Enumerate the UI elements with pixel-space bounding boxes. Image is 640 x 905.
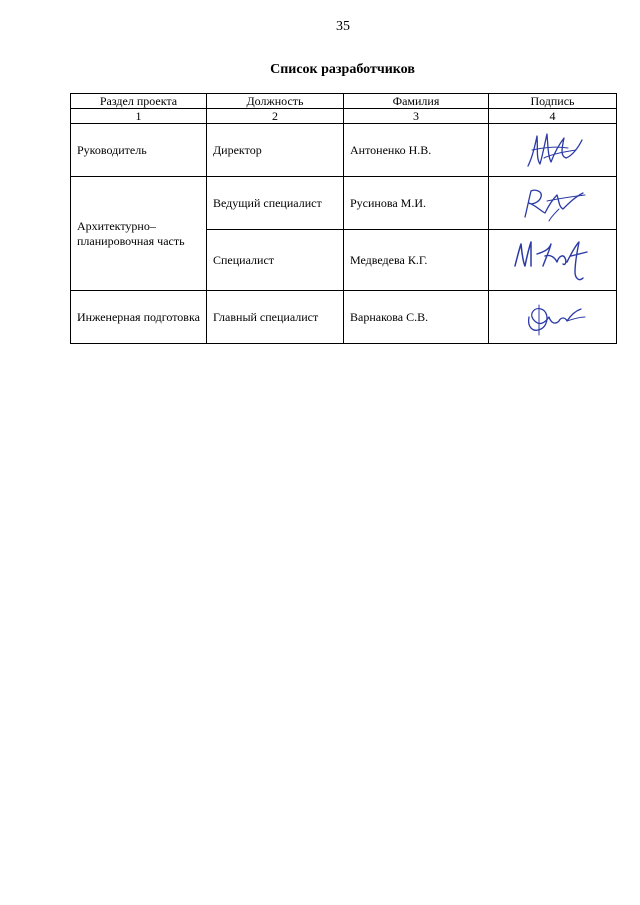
column-number: 2 — [207, 109, 344, 124]
header-position: Должность — [207, 94, 344, 109]
position-cell: Специалист — [207, 230, 344, 291]
surname-cell: Русинова М.И. — [344, 177, 489, 230]
surname-cell: Медведева К.Г. — [344, 230, 489, 291]
surname-cell: Антоненко Н.В. — [344, 124, 489, 177]
page-number: 35 — [336, 19, 350, 34]
surname-cell: Варнакова С.В. — [344, 291, 489, 344]
document-title: Список разработчиков — [270, 62, 415, 77]
header-surname: Фамилия — [344, 94, 489, 109]
developers-table — [70, 93, 617, 344]
signature-image — [515, 297, 591, 337]
header-signature: Подпись — [489, 94, 617, 109]
signature-image — [518, 128, 588, 172]
column-number: 3 — [344, 109, 489, 124]
column-number: 1 — [71, 109, 207, 124]
signature-image — [505, 232, 601, 288]
table-row — [71, 177, 617, 230]
position-cell: Ведущий специалист — [207, 177, 344, 230]
section-cell: Архитектурно–планировочная часть — [71, 177, 207, 291]
position-cell: Главный специалист — [207, 291, 344, 344]
column-number: 4 — [489, 109, 617, 124]
signature-cell — [489, 230, 617, 291]
signature-cell — [489, 124, 617, 177]
table-row — [71, 124, 617, 177]
table-header-row — [71, 94, 617, 109]
column-number-row — [71, 109, 617, 124]
section-cell: Руководитель — [71, 124, 207, 177]
position-cell: Директор — [207, 124, 344, 177]
signature-cell — [489, 177, 617, 230]
signature-cell — [489, 291, 617, 344]
table-row — [71, 291, 617, 344]
header-section: Раздел проекта — [71, 94, 207, 109]
signature-image — [513, 183, 593, 223]
section-cell: Инженерная подготовка — [71, 291, 207, 344]
